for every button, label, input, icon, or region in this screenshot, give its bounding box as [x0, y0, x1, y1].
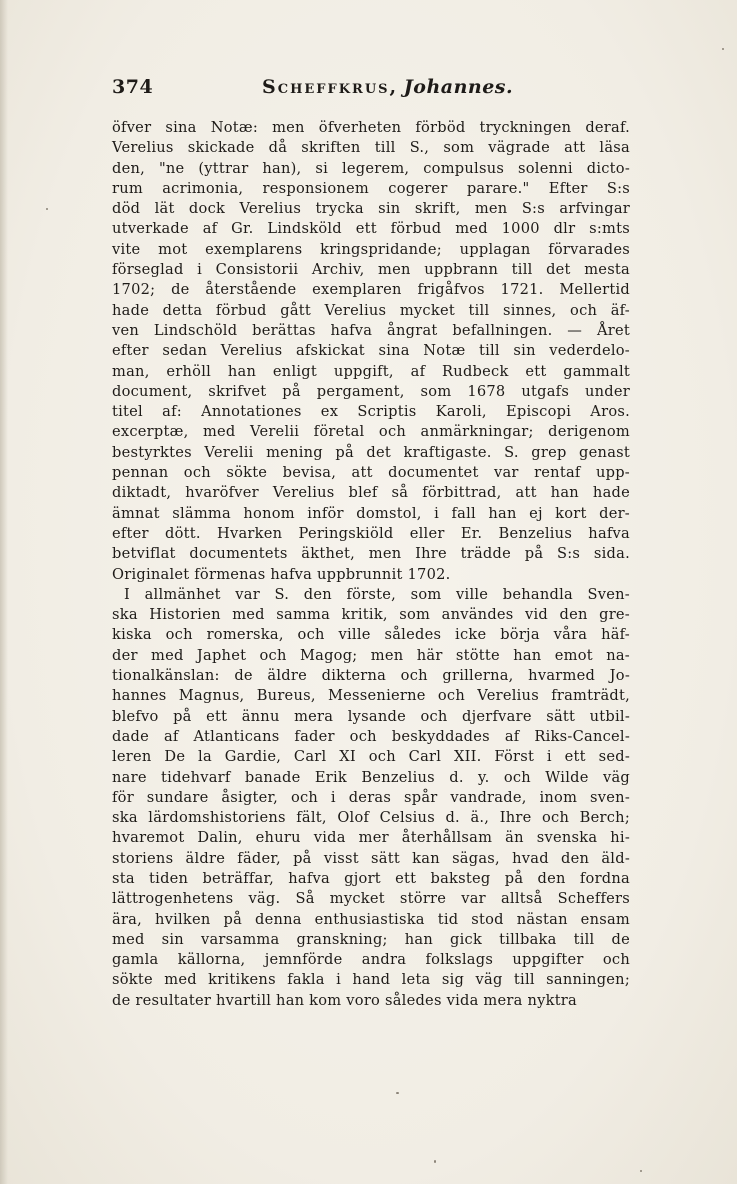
text-line: efter sedan Verelius afskickat sina Notæ till sin vederdelo-: [112, 342, 630, 360]
text-line: titel af: Annotationes ex Scriptis Karoli, Episcopi Aros.: [112, 403, 630, 421]
text-line: för sundare åsigter, och i deras spår vandrade, inom sven-: [112, 788, 630, 806]
paper-speck: [640, 1170, 642, 1172]
text-line: ämnat slämma honom inför domstol, i fall han ej kort der-: [112, 504, 630, 522]
text-line: öfver sina Notæ: men öfverheten förböd tryckningen deraf.: [112, 119, 630, 136]
text-line: sökte med kritikens fakla i hand leta sig väg till sanningen;: [112, 971, 630, 989]
text-line: hade detta förbud gått Verelius mycket till sinnes, och äf-: [112, 301, 630, 319]
text-line: excerptæ, med Verelii företal och anmärkningar; derigenom: [112, 423, 630, 441]
text-line: ska lärdomshistoriens fält, Olof Celsius d. ä., Ihre och Berch;: [112, 809, 630, 827]
running-head-given-name: Johannes.: [403, 76, 514, 98]
text-line: med sin varsamma granskning; han gick tillbaka till de: [112, 930, 630, 948]
text-line: lättrogenhetens väg. Så mycket större var alltså Scheffers: [112, 890, 630, 908]
text-line: ven Lindschöld berättas hafva ångrat befallningen. — Året: [112, 321, 630, 339]
paragraph-start-line: I allmänhet var S. den förste, som ville behandla Sven-: [124, 585, 630, 603]
text-line: dade af Atlanticans fader och beskyddades af Riks-Cancel-: [112, 727, 630, 745]
text-line: nare tidehvarf banade Erik Benzelius d. y. och Wilde väg: [112, 768, 630, 786]
running-head: Scheffkrus, Johannes.: [262, 76, 514, 98]
paper-speck: [434, 1160, 436, 1163]
text-line: hannes Magnus, Bureus, Messenierne och Verelius framträdt,: [112, 687, 630, 705]
running-head-surname: Scheffkrus: [262, 76, 390, 98]
text-line: tionalkänslan: de äldre dikterna och grillerna, hvarmed Jo-: [112, 667, 630, 685]
text-line: kiska och romerska, och ville således icke börja våra häf-: [112, 626, 630, 644]
text-line: hvaremot Dalin, ehuru vida mer återhållsam än svenska hi-: [112, 829, 630, 847]
text-line: betviflat documentets äkthet, men Ihre trädde på S:s sida.: [112, 545, 630, 563]
text-line: ära, hvilken på denna enthusiastiska tid stod nästan ensam: [112, 910, 630, 928]
paper-speck: [46, 208, 48, 210]
paragraph-end-line: Originalet förmenas hafva uppbrunnit 1702.: [112, 565, 451, 583]
text-line: diktadt, hvaröfver Verelius blef så förbittrad, att han hade: [112, 484, 630, 502]
text-line: storiens äldre fäder, på visst sätt kan sägas, hvad den äld-: [112, 849, 630, 867]
text-line: document, skrifvet på pergament, som 1678 utgafs under: [112, 382, 630, 400]
text-line: efter dött. Hvarken Peringskiöld eller Er. Benzelius hafva: [112, 524, 630, 542]
text-line: bestyrktes Verelii mening på det kraftigaste. S. grep genast: [112, 443, 630, 461]
paper-speck: [396, 1092, 399, 1094]
text-line: rum acrimonia, responsionem cogerer parare." Efter S:s: [112, 179, 630, 197]
text-line: 1702; de återstående exemplaren frigåfvos 1721. Mellertid: [112, 281, 630, 299]
text-line: vite mot exemplarens kringspridande; upplagan förvarades: [112, 240, 630, 258]
text-line: den, "ne (yttrar han), si legerem, compulsus solenni dicto-: [112, 159, 630, 177]
paper-speck: [722, 48, 724, 50]
text-line: död lät dock Verelius trycka sin skrift, men S:s arfvingar: [112, 200, 630, 218]
text-line: sta tiden beträffar, hafva gjort ett baksteg på den fordna: [112, 869, 630, 887]
text-line: ska Historien med samma kritik, som användes vid den gre-: [112, 606, 630, 624]
body-text: [112, 118, 630, 1011]
text-line: de resultater hvartill han kom voro således vida mera nyktra: [112, 991, 577, 1009]
text-line: Verelius skickade då skriften till S., som vägrade att läsa: [112, 139, 630, 157]
page-gutter-shadow: [0, 0, 8, 1184]
page-header: [112, 76, 632, 102]
text-line: leren De la Gardie, Carl XI och Carl XII. Först i ett sed-: [112, 748, 630, 766]
text-line: gamla källorna, jemnförde andra folkslags uppgifter och: [112, 951, 630, 969]
text-line: man, erhöll han enligt uppgift, af Rudbeck ett gammalt: [112, 362, 630, 380]
text-line: förseglad i Consistorii Archiv, men uppbrann till det mesta: [112, 261, 630, 279]
text-line: pennan och sökte bevisa, att documentet var rentaf upp-: [112, 464, 630, 482]
page-number: 374: [112, 76, 154, 98]
text-line: utverkade af Gr. Lindsköld ett förbud med 1000 dlr s:mts: [112, 220, 630, 238]
text-line: der med Japhet och Magog; men här stötte han emot na-: [112, 646, 630, 664]
text-line: blefvo på ett ännu mera lysande och djerfvare sätt utbil-: [112, 707, 630, 725]
